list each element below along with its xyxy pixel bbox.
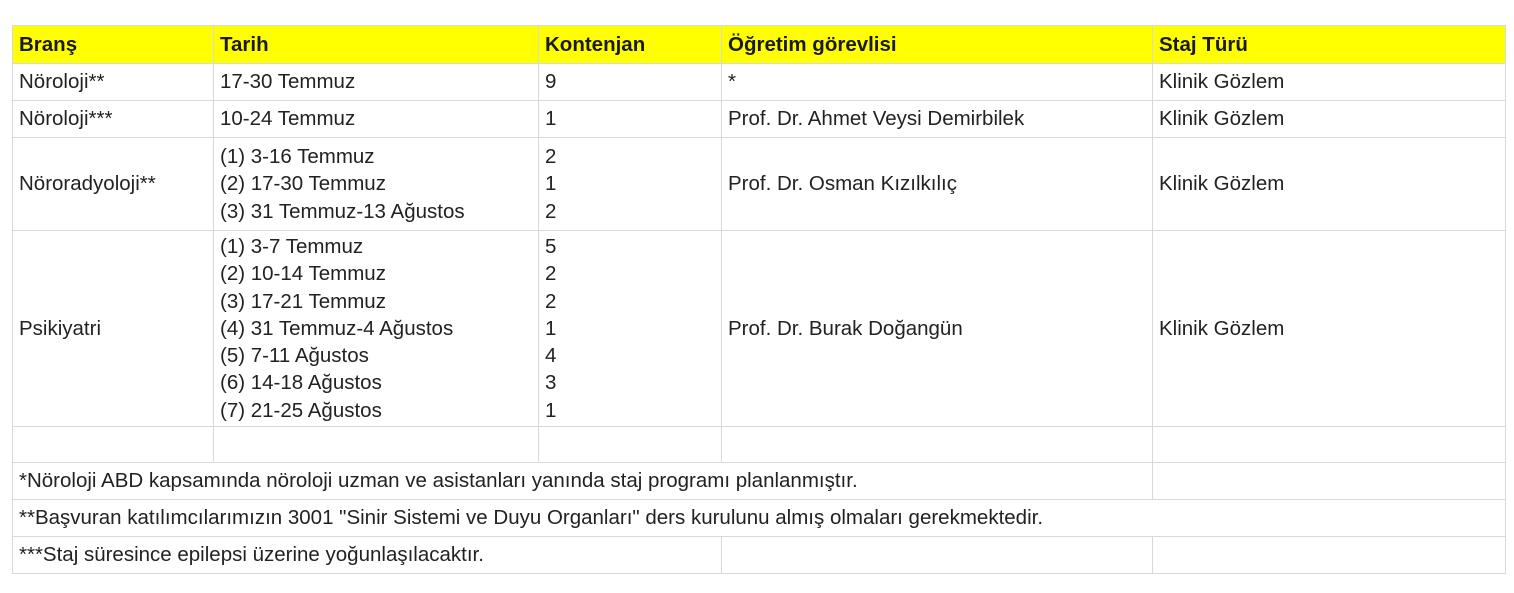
date-line: (1) 3-7 Temmuz — [220, 235, 364, 259]
header-staj-turu[interactable]: Staj Türü — [1153, 26, 1506, 64]
date-line: (2) 10-14 Temmuz — [220, 262, 386, 286]
quota-line: 3 — [545, 371, 557, 395]
quota-line: 2 — [545, 145, 557, 169]
quota-line: 2 — [545, 289, 557, 313]
table-row — [13, 231, 1506, 427]
quota-line: 2 — [545, 262, 557, 286]
quota-line: 2 — [545, 199, 557, 223]
cell-tarih[interactable]: 17-30 Temmuz — [214, 64, 539, 101]
header-brans[interactable]: Branş — [13, 26, 214, 64]
cell-staj-turu[interactable]: Klinik Gözlem — [1153, 138, 1506, 231]
empty-cell[interactable] — [214, 427, 539, 463]
empty-cell[interactable] — [1153, 537, 1506, 574]
header-tarih[interactable]: Tarih — [214, 26, 539, 64]
date-line: (7) 21-25 Ağustos — [220, 398, 382, 422]
cell-tarih[interactable] — [214, 231, 539, 427]
quota-line: 1 — [545, 316, 557, 340]
cell-staj-turu[interactable]: Klinik Gözlem — [1153, 64, 1506, 101]
quota-line: 1 — [545, 172, 557, 196]
note-row — [13, 537, 1506, 574]
cell-staj-turu[interactable]: Klinik Gözlem — [1153, 231, 1506, 427]
date-line: (1) 3-16 Temmuz — [220, 145, 375, 169]
empty-cell[interactable] — [722, 537, 1153, 574]
internship-table — [12, 25, 1506, 574]
table-row — [13, 64, 1506, 101]
cell-kontenjan[interactable]: 1 — [539, 101, 722, 138]
empty-cell[interactable] — [1153, 463, 1506, 500]
date-line: (3) 31 Temmuz-13 Ağustos — [220, 199, 465, 223]
footnote-prerequisite[interactable]: **Başvuran katılımcılarımızın 3001 "Sinir Sistemi ve Duyu Organları" ders kurulunu almış olmaları gerekmektedir. — [13, 500, 1506, 537]
empty-row — [13, 427, 1506, 463]
footnote-neurology[interactable]: *Nöroloji ABD kapsamında nöroloji uzman ve asistanları yanında staj programı planlanmıştır. — [13, 463, 1153, 500]
empty-cell[interactable] — [13, 427, 214, 463]
footnote-epilepsy[interactable]: ***Staj süresince epilepsi üzerine yoğunlaşılacaktır. — [13, 537, 722, 574]
note-row — [13, 463, 1506, 500]
empty-cell[interactable] — [1153, 427, 1506, 463]
cell-staj-turu[interactable]: Klinik Gözlem — [1153, 101, 1506, 138]
header-row — [13, 26, 1506, 64]
cell-ogretim-gorevlisi[interactable]: Prof. Dr. Ahmet Veysi Demirbilek — [722, 101, 1153, 138]
cell-ogretim-gorevlisi[interactable]: Prof. Dr. Burak Doğangün — [722, 231, 1153, 427]
quota-line: 1 — [545, 398, 557, 422]
cell-kontenjan[interactable] — [539, 231, 722, 427]
date-line: (3) 17-21 Temmuz — [220, 289, 386, 313]
date-line: (2) 17-30 Temmuz — [220, 172, 386, 196]
cell-ogretim-gorevlisi[interactable]: Prof. Dr. Osman Kızılkılıç — [722, 138, 1153, 231]
note-row — [13, 500, 1506, 537]
cell-kontenjan[interactable]: 9 — [539, 64, 722, 101]
date-line: (5) 7-11 Ağustos — [220, 344, 369, 368]
date-line: (4) 31 Temmuz-4 Ağustos — [220, 316, 454, 340]
cell-brans[interactable]: Nöroloji** — [13, 64, 214, 101]
cell-kontenjan[interactable] — [539, 138, 722, 231]
cell-brans[interactable]: Nöroradyoloji** — [13, 138, 214, 231]
table-row — [13, 101, 1506, 138]
quota-line: 4 — [545, 344, 557, 368]
cell-ogretim-gorevlisi[interactable]: * — [722, 64, 1153, 101]
empty-cell[interactable] — [539, 427, 722, 463]
date-line: (6) 14-18 Ağustos — [220, 371, 382, 395]
quota-line: 5 — [545, 235, 557, 259]
table-row — [13, 138, 1506, 231]
cell-brans[interactable]: Nöroloji*** — [13, 101, 214, 138]
cell-tarih[interactable] — [214, 138, 539, 231]
cell-brans[interactable]: Psikiyatri — [13, 231, 214, 427]
empty-cell[interactable] — [722, 427, 1153, 463]
header-ogretim-gorevlisi[interactable]: Öğretim görevlisi — [722, 26, 1153, 64]
header-kontenjan[interactable]: Kontenjan — [539, 26, 722, 64]
cell-tarih[interactable]: 10-24 Temmuz — [214, 101, 539, 138]
